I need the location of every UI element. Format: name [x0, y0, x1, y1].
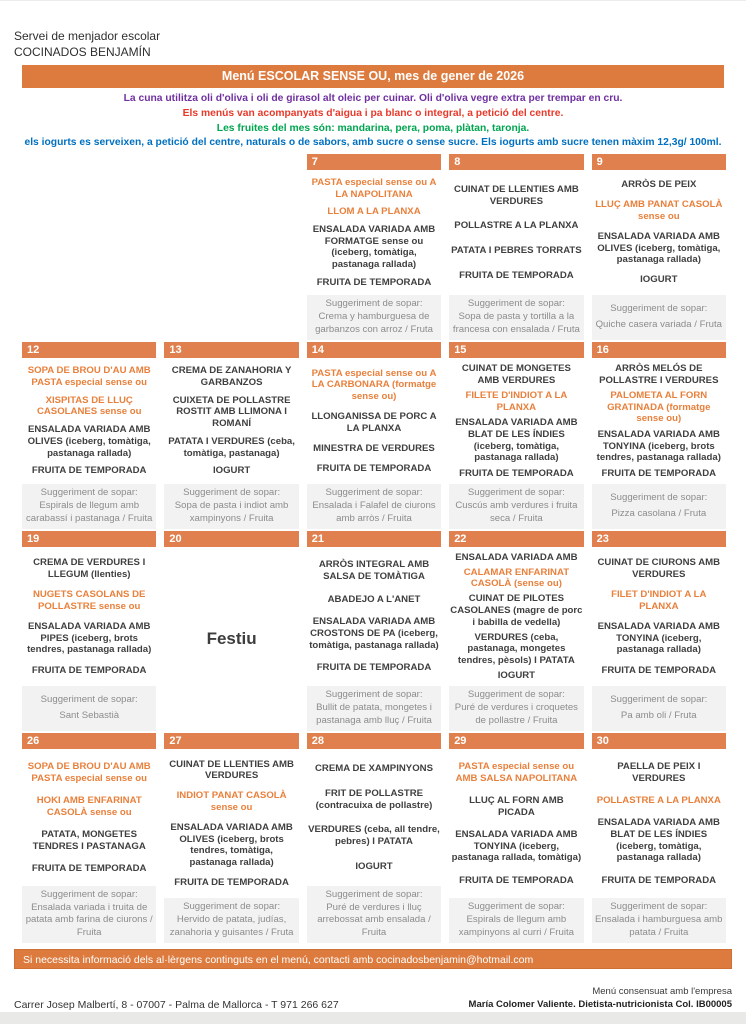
- supper-title: Suggeriment de sopar:: [40, 889, 138, 901]
- menu-item: FRUITA DE TEMPORADA: [31, 664, 147, 676]
- supper-title: Suggeriment de sopar:: [325, 889, 423, 901]
- footer: [14, 985, 732, 1011]
- supper-text: Espirals de llegum amb xampinyons al curri / Fruita: [458, 914, 574, 938]
- menu-item: FILET D'INDIOT A LA PLANXA: [611, 588, 707, 612]
- menu-item: ENSALADA VARIADA AMB OLIVES (iceberg, brots tendres, tomàtiga, pastanaga rallada): [170, 821, 293, 869]
- supper-box: [22, 886, 156, 943]
- supper-title: Suggeriment de sopar:: [467, 487, 565, 499]
- supper-text: Espirals de llegum amb carabassí i pastanaga / Fruita: [26, 500, 153, 524]
- day-cell-30: [592, 733, 726, 943]
- page-bottom-strip: [0, 1012, 746, 1024]
- day-body: [307, 749, 441, 943]
- day-body: [22, 358, 156, 529]
- menu-item: FRUITA DE TEMPORADA: [31, 465, 147, 477]
- menu-item: POLLASTRE A LA PLANXA: [596, 794, 721, 806]
- supper-box: [22, 484, 156, 529]
- day-cell-20: [164, 531, 298, 731]
- menu-item: ENSALADA VARIADA AMB PIPES (iceberg, brots tendres, pastanaga rallada): [27, 621, 152, 656]
- supper-box: [449, 686, 583, 731]
- menu-item: FRUITA DE TEMPORADA: [174, 877, 289, 889]
- footer-consensus: Menú consensuat amb l'empresa: [592, 986, 732, 998]
- menu-item: ENSALADA VARIADA AMB FORMATGE sense ou (iceberg, tomàtiga, pastanaga rallada): [312, 223, 436, 271]
- supper-title: Suggeriment de sopar:: [183, 901, 281, 913]
- service-name: Servei de menjador escolar: [14, 29, 161, 43]
- supper-text: Bullit de patata, mongetes i pastanaga amb lluç / Fruita: [316, 702, 432, 726]
- menu-item: CALAMAR ENFARINAT CASOLÀ (sense ou): [463, 566, 570, 590]
- supper-title: Suggeriment de sopar:: [325, 487, 423, 499]
- menu-item: FRUITA DE TEMPORADA: [601, 664, 717, 676]
- day-body: [164, 358, 298, 529]
- day-cell-28: [307, 733, 441, 943]
- menu-item: FRUITA DE TEMPORADA: [601, 467, 717, 479]
- menu-item: PASTA especial sense ou AMB SALSA NAPOLITANA: [455, 760, 578, 784]
- day-body: [307, 358, 441, 529]
- day-body: [22, 749, 156, 943]
- day-cell-15: [449, 342, 583, 529]
- day-body: [449, 547, 583, 731]
- menu-item: CREMA DE ZANAHORIA Y GARBANZOS: [171, 365, 292, 388]
- menu-item: FRIT DE POLLASTRE (contracuixa de pollastre): [315, 787, 433, 811]
- note-yogurt: els iogurts es serveixen, a petició del centre, naturals o de sabors, amb sucre o sense sucre. Els iogurts amb sucre tenen màxim 12,3g/ 100ml.: [24, 137, 722, 149]
- day-cell-7: [307, 154, 441, 340]
- day-cell-22: [449, 531, 583, 731]
- day-cell-14: [307, 342, 441, 529]
- empty-cell: [22, 154, 156, 340]
- menu-item: ENSALADA VARIADA AMB TONYINA (iceberg, pastanaga rallada): [597, 621, 720, 656]
- menu-item: FRUITA DE TEMPORADA: [601, 874, 717, 886]
- day-number: 14: [307, 342, 441, 358]
- festiu-label: Festiu: [206, 629, 257, 649]
- supper-title: Suggeriment de sopar:: [40, 487, 138, 499]
- footer-address: Carrer Josep Malbertí, 8 - 07007 - Palma de Mallorca - T 971 266 627: [14, 999, 339, 1012]
- day-body: [164, 749, 298, 943]
- day-cell-23: [592, 531, 726, 731]
- supper-text: Pa amb oli / Fruta: [620, 710, 697, 722]
- supper-title: Suggeriment de sopar:: [610, 693, 708, 705]
- company-name: COCINADOS BENJAMÍN: [14, 45, 151, 59]
- menu-item: SOPA DE BROU D'AU AMB PASTA especial sense ou: [27, 365, 151, 388]
- supper-text: Sopa de pasta i indiot amb xampinyons / Fruita: [174, 500, 289, 524]
- menu-item: ENSALADA VARIADA AMB BLAT DE LES ÍNDIES (iceberg, tomàtiga, pastanaga rallada): [597, 817, 720, 864]
- festiu-wrap: [164, 547, 298, 731]
- menu-item: LLUÇ AL FORN AMB PICADA: [469, 794, 564, 818]
- day-number: 12: [22, 342, 156, 358]
- supper-box: [22, 686, 156, 731]
- menu-item: PASTA especial sense ou A LA CARBONARA (formatge sense ou): [311, 367, 437, 402]
- menu-item: VERDURES (ceba, pastanaga, mongetes tendres, pèsols) I PATATA: [457, 631, 575, 667]
- supper-text: Puré de verdures i croquetes de pollastre / Fruita: [454, 702, 578, 726]
- menu-item: LLOM A LA PLANXA: [327, 206, 421, 218]
- menu-items: [449, 547, 583, 686]
- menu-item: PATATA, MONGETES TENDRES I PASTANAGA: [32, 828, 146, 852]
- supper-title: Suggeriment de sopar:: [610, 491, 708, 503]
- calendar-grid: [22, 154, 726, 943]
- day-body: [449, 170, 583, 340]
- menu-item: PATATA I PEBRES TORRATS: [451, 244, 582, 256]
- day-body: [22, 547, 156, 731]
- menu-items: [22, 749, 156, 886]
- menu-item: IOGURT: [497, 670, 536, 682]
- allergen-banner: Si necessita informació dels al·lèrgens continguts en el menú, contacti amb cocinadosbenjamin@hotmail.com: [14, 949, 732, 969]
- day-cell-8: [449, 154, 583, 340]
- menu-items: [449, 749, 583, 898]
- menu-item: FRUITA DE TEMPORADA: [316, 463, 432, 475]
- note-bread: Els menús van acompanyats d'aigua i pa blanc o integral, a petició del centre.: [182, 107, 564, 119]
- menu-item: LLUÇ AMB PANAT CASOLÀ sense ou: [595, 199, 723, 222]
- supper-text: Sopa de pasta y tortilla a la francesa con ensalada / Fruta: [452, 311, 580, 335]
- menu-item: FRUITA DE TEMPORADA: [459, 467, 574, 479]
- menu-item: ARRÒS INTEGRAL AMB SALSA DE TOMÀTIGA: [318, 559, 430, 582]
- menu-item: MINESTRA DE VERDURES: [313, 442, 435, 454]
- supper-text: Ensalada i Falafel de ciurons amb arròs / Fruita: [312, 500, 436, 524]
- menu-item: FRUITA DE TEMPORADA: [459, 874, 574, 886]
- menu-items: [592, 170, 726, 295]
- menu-item: FRUITA DE TEMPORADA: [31, 862, 147, 874]
- day-number: 28: [307, 733, 441, 749]
- supper-box: [592, 686, 726, 731]
- menu-item: VERDURES (ceba, all tendre, pebres) I PATATA: [308, 824, 440, 847]
- supper-box: [592, 295, 726, 340]
- menu-item: ABADEJO A L'ANET: [327, 593, 421, 605]
- day-cell-26: [22, 733, 156, 943]
- menu-item: CREMA DE VERDURES I LLEGUM (llenties): [33, 556, 146, 580]
- menu-item: SOPA DE BROU D'AU AMB PASTA especial sense ou: [27, 760, 151, 784]
- menu-item: CUINAT DE PILOTES CASOLANES (magre de porc i babilla de vedella): [450, 593, 583, 628]
- supper-box: [307, 886, 441, 943]
- menu-item: NUGETS CASOLANS DE POLLASTRE sense ou: [32, 588, 146, 612]
- day-number: 23: [592, 531, 726, 547]
- supper-box: [449, 295, 583, 340]
- supper-box: [307, 484, 441, 529]
- supper-box: [449, 484, 583, 529]
- menu-item: FRUITA DE TEMPORADA: [316, 662, 432, 674]
- supper-text: Hervido de patata, judías, zanahoria y guisantes / Fruta: [169, 914, 294, 938]
- menu-title-banner: Menú ESCOLAR SENSE OU, mes de gener de 2026: [22, 65, 724, 88]
- day-number: 16: [592, 342, 726, 358]
- menu-item: CUINAT DE MONGETES AMB VERDURES: [461, 362, 571, 386]
- menu-item: IOGURT: [640, 274, 678, 286]
- day-number: 8: [449, 154, 583, 170]
- day-number: 20: [164, 531, 298, 547]
- menu-item: ARRÒS MELÓS DE POLLASTRE I VERDURES: [599, 362, 719, 386]
- menu-item: ARRÒS DE PEIX: [621, 179, 697, 191]
- day-body: [449, 358, 583, 529]
- day-number: 22: [449, 531, 583, 547]
- menu-items: [307, 170, 441, 295]
- day-body: [164, 547, 298, 731]
- supper-box: [164, 898, 298, 943]
- menu-item: ENSALADA VARIADA AMB OLIVES (iceberg, tomàtiga, pastanaga rallada): [597, 230, 721, 266]
- supper-box: [307, 686, 441, 731]
- menu-item: CUIXETA DE POLLASTRE ROSTIT AMB LLIMONA I ROMANÍ: [172, 394, 291, 430]
- day-body: [592, 749, 726, 943]
- menu-items: [307, 749, 441, 886]
- day-body: [592, 170, 726, 340]
- menu-item: ENSALADA VARIADA AMB TONYINA (iceberg, brots tendres, pastanaga rallada): [596, 428, 721, 464]
- menu-items: [449, 358, 583, 484]
- supper-box: [449, 898, 583, 943]
- footer-signature: [469, 985, 732, 1011]
- supper-box: [307, 295, 441, 340]
- menu-items: [449, 170, 583, 295]
- day-cell-19: [22, 531, 156, 731]
- day-cell-9: [592, 154, 726, 340]
- supper-title: Suggeriment de sopar:: [183, 487, 281, 499]
- menu-item: PALOMETA AL FORN GRATINADA (formatge sense ou): [607, 390, 711, 425]
- note-fruit: Les fruites del mes són: mandarina, pera, poma, plàtan, taronja.: [216, 122, 530, 134]
- supper-text: Ensalada i hamburguesa amb patata / Fruita: [595, 914, 723, 938]
- day-number: 29: [449, 733, 583, 749]
- menu-notes: [0, 92, 746, 151]
- menu-item: INDIOT PANAT CASOLÀ sense ou: [176, 790, 287, 813]
- menu-item: PASTA especial sense ou A LA NAPOLITANA: [311, 177, 437, 200]
- empty-cell: [164, 154, 298, 340]
- day-number: 26: [22, 733, 156, 749]
- day-cell-16: [592, 342, 726, 529]
- menu-items: [592, 749, 726, 898]
- menu-items: [592, 547, 726, 686]
- menu-items: [592, 358, 726, 484]
- day-body: [592, 358, 726, 529]
- page-header: [0, 1, 746, 60]
- day-number: 27: [164, 733, 298, 749]
- menu-item: ENSALADA VARIADA AMB: [455, 551, 578, 563]
- supper-text: Crema y hamburguesa de garbanzos con arroz / Fruta: [315, 311, 433, 335]
- menu-items: [164, 749, 298, 898]
- day-number: 7: [307, 154, 441, 170]
- day-number: 19: [22, 531, 156, 547]
- menu-item: XISPITAS DE LLUÇ CASOLANES sense ou: [36, 394, 142, 418]
- day-body: [449, 749, 583, 943]
- day-number: 9: [592, 154, 726, 170]
- supper-title: Suggeriment de sopar:: [467, 901, 565, 913]
- day-cell-29: [449, 733, 583, 943]
- day-cell-21: [307, 531, 441, 731]
- menu-item: POLLASTRE A LA PLANXA: [454, 220, 579, 232]
- supper-box: [164, 484, 298, 529]
- menu-item: HOKI AMB ENFARINAT CASOLÀ sense ou: [36, 794, 142, 818]
- menu-item: CUINAT DE LLENTIES AMB VERDURES: [169, 758, 294, 782]
- day-cell-13: [164, 342, 298, 529]
- menu-item: IOGURT: [355, 860, 393, 872]
- menu-item: ENSALADA VARIADA AMB BLAT DE LES ÍNDIES (iceberg, tomàtiga, pastanaga rallada): [455, 417, 578, 464]
- footer-dietitian: María Colomer Valiente. Dietista-nutricionista Col. IB00005: [468, 999, 732, 1011]
- supper-title: Suggeriment de sopar:: [467, 298, 565, 310]
- menu-item: ENSALADA VARIADA AMB TONYINA (iceberg, pastanaga rallada, tomàtiga): [451, 829, 582, 864]
- supper-title: Suggeriment de sopar:: [40, 693, 138, 705]
- supper-text: Cuscús amb verdures i fruita seca / Fruita: [455, 500, 578, 524]
- menu-items: [22, 358, 156, 484]
- menu-items: [307, 358, 441, 484]
- supper-text: Pizza casolana / Fruta: [611, 508, 707, 520]
- day-cell-12: [22, 342, 156, 529]
- menu-item: FRUITA DE TEMPORADA: [316, 276, 432, 288]
- supper-title: Suggeriment de sopar:: [325, 298, 423, 310]
- menu-items: [164, 358, 298, 484]
- day-number: 15: [449, 342, 583, 358]
- menu-item: FILETE D'INDIOT A LA PLANXA: [465, 390, 568, 413]
- day-body: [592, 547, 726, 731]
- day-number: 21: [307, 531, 441, 547]
- supper-box: [592, 898, 726, 943]
- supper-text: Quiche casera variada / Fruta: [595, 319, 722, 331]
- menu-items: [307, 547, 441, 686]
- supper-title: Suggeriment de sopar:: [610, 302, 708, 314]
- menu-item: ENSALADA VARIADA AMB OLIVES (iceberg, tomàtiga, pastanaga rallada): [27, 424, 151, 459]
- menu-item: PATATA I VERDURES (ceba, tomàtiga, pastanaga): [168, 435, 295, 459]
- day-body: [307, 547, 441, 731]
- note-oil: La cuna utilitza oli d'oliva i oli de girasol alt oleic per cuinar. Oli d'oliva vegre extra per trempar en cru.: [123, 93, 623, 104]
- menu-item: CUINAT DE CIURONS AMB VERDURES: [597, 556, 721, 580]
- day-body: [307, 170, 441, 340]
- day-number: 30: [592, 733, 726, 749]
- day-number: 13: [164, 342, 298, 358]
- day-cell-27: [164, 733, 298, 943]
- menu-item: ENSALADA VARIADA AMB CROSTONS DE PA (iceberg, tomàtiga, pastanaga rallada): [309, 616, 439, 651]
- menu-item: FRUITA DE TEMPORADA: [459, 269, 574, 281]
- menu-item: CUINAT DE LLENTIES AMB VERDURES: [454, 184, 579, 207]
- supper-text: Sant Sebastià: [59, 710, 120, 722]
- supper-box: [592, 484, 726, 529]
- supper-title: Suggeriment de sopar:: [325, 689, 423, 701]
- supper-text: Ensalada variada i truita de patata amb farina de ciurons / Fruita: [25, 901, 153, 938]
- menu-item: CREMA DE XAMPINYONS: [315, 763, 433, 775]
- supper-title: Suggeriment de sopar:: [610, 901, 708, 913]
- menu-items: [22, 547, 156, 686]
- menu-item: IOGURT: [212, 465, 251, 477]
- supper-title: Suggeriment de sopar:: [467, 689, 565, 701]
- menu-item: LLONGANISSA DE PORC A LA PLANXA: [311, 411, 437, 434]
- menu-item: PAELLA DE PEIX I VERDURES: [617, 760, 701, 784]
- supper-text: Puré de verdures i lluç arrebossat amb ensalada / Fruita: [317, 901, 431, 938]
